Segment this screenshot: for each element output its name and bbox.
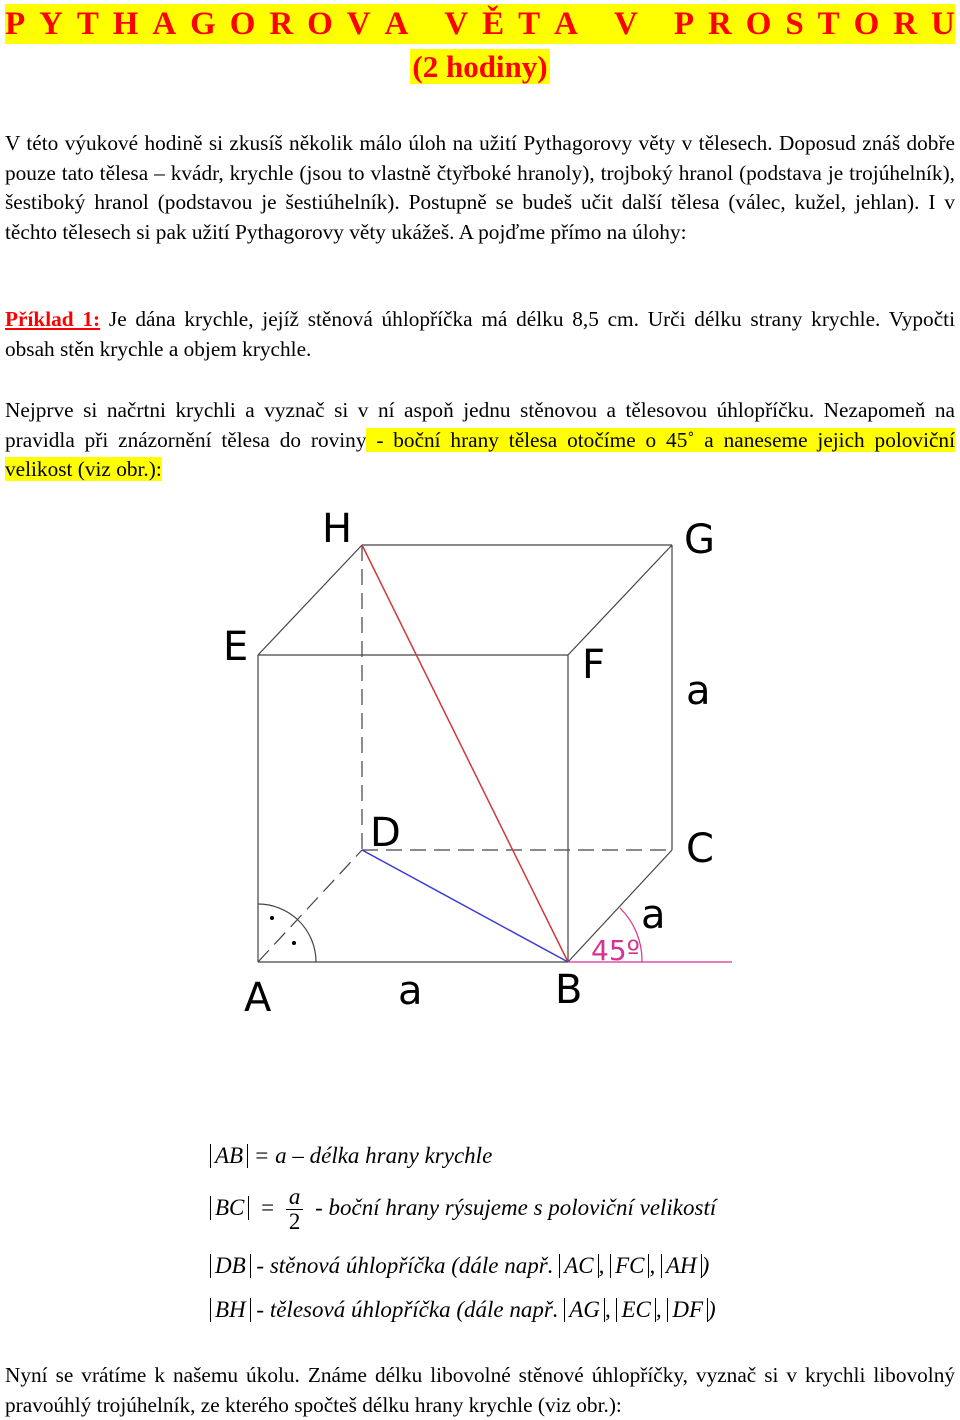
body-diagonal-bh bbox=[362, 545, 568, 962]
abs-ec: EC bbox=[616, 1298, 655, 1322]
abs-fc: FC bbox=[610, 1254, 649, 1278]
angle-45-label: 45º bbox=[591, 934, 640, 967]
title-letter: H bbox=[112, 6, 139, 42]
title-letter: T bbox=[817, 6, 840, 42]
example-text: Je dána krychle, jejíž stěnová úhlopříčka má délku 8,5 cm. Urči délku strany krychle. Vypočti obsah stěn krychle a objem krychle. bbox=[5, 307, 955, 361]
intro-paragraph bbox=[5, 129, 955, 247]
abs-df: DF bbox=[667, 1298, 708, 1322]
angle-dot-1 bbox=[270, 916, 274, 920]
page-subtitle: (2 hodiny) bbox=[412, 49, 548, 84]
title-letter: O bbox=[229, 6, 256, 42]
right-angle-arc bbox=[258, 904, 298, 920]
edge-fg bbox=[568, 545, 672, 655]
vertex-label-a: A bbox=[244, 975, 272, 1021]
title-letter: P bbox=[673, 6, 695, 42]
title-letter: O bbox=[307, 6, 333, 42]
example-label: Příklad 1: bbox=[5, 307, 101, 331]
edge-label-fc: a bbox=[686, 668, 711, 714]
title-letter: R bbox=[708, 6, 732, 42]
angle-dot-2 bbox=[292, 941, 296, 945]
abs-bh: BH bbox=[210, 1298, 251, 1322]
title-letter bbox=[652, 4, 660, 44]
abs-ac: AC bbox=[559, 1254, 598, 1278]
formula-4-close: ) bbox=[708, 1297, 716, 1322]
title-letter bbox=[592, 4, 600, 44]
vertex-label-h: H bbox=[322, 506, 353, 552]
title-letter: A bbox=[384, 6, 409, 42]
title-letter: Ě bbox=[482, 6, 505, 42]
title-letter: O bbox=[853, 6, 880, 42]
intro-text: V této výukové hodině si zkusíš několik málo úloh na užití Pythagorovy věty v tělesech. Doposud znáš dobře pouze tato tělesa – kvádr, krychle (jsou to vlastně čtyřboké hranoly), trojboký hranol (podstava je trojúhelník), šestiboký hranol (podstavou je šestiúhelník). Postupně se budeš učit další tělesa (válec, kužel, jehlan). I v těchto tělesech si pak užití Pythagorovy věty ukážeš. A pojďme přímo na úlohy: bbox=[5, 131, 955, 244]
face-diagonal-db bbox=[362, 850, 568, 962]
example-1 bbox=[5, 305, 955, 364]
title-letter: Y bbox=[39, 6, 63, 42]
title-letter bbox=[422, 4, 430, 44]
title-letter: U bbox=[930, 6, 955, 42]
title-letter: P bbox=[5, 6, 26, 42]
abs-ag: AG bbox=[564, 1298, 605, 1322]
formula-2-eq: = bbox=[261, 1194, 275, 1220]
title-letter: R bbox=[893, 6, 918, 42]
formula-4: BH - tělesová úhlopříčka (dále např. AG , EC , DF ) bbox=[210, 1297, 716, 1323]
title-letter: O bbox=[745, 6, 772, 42]
formula-4-text: - tělesová úhlopříčka (dále např. bbox=[256, 1297, 559, 1322]
abs-ah: AH bbox=[661, 1254, 702, 1278]
page-title bbox=[5, 4, 955, 44]
title-letter: G bbox=[190, 6, 216, 42]
instructions-highlight: - boční hrany tělesa otočíme o 45˚ a naneseme jejich poloviční velikost (viz obr.): bbox=[5, 427, 955, 481]
edge-eh bbox=[258, 545, 362, 655]
vertex-label-f: F bbox=[582, 642, 606, 688]
vertex-label-g: G bbox=[684, 517, 715, 563]
instructions-paragraph bbox=[5, 396, 955, 485]
formula-3: DB - stěnová úhlopříčka (dále např. AC , FC , AH ) bbox=[210, 1253, 709, 1279]
fraction-denominator: 2 bbox=[288, 1209, 301, 1234]
title-letter: V bbox=[444, 6, 469, 42]
abs-db: DB bbox=[210, 1254, 251, 1278]
edge-label-ab: a bbox=[398, 968, 423, 1014]
title-letter: R bbox=[269, 6, 294, 42]
title-letter: A bbox=[152, 6, 177, 42]
vertex-label-e: E bbox=[223, 624, 249, 670]
formula-1-text: = a – délka hrany krychle bbox=[253, 1143, 493, 1168]
formula-3-close: ) bbox=[701, 1253, 710, 1278]
title-block bbox=[5, 4, 955, 86]
closing-paragraph bbox=[5, 1361, 955, 1420]
formula-3-text: - stěnová úhlopříčka (dále např. bbox=[256, 1253, 554, 1278]
title-letter: S bbox=[785, 6, 804, 42]
formula-2 bbox=[210, 1185, 716, 1234]
fraction-numerator: a bbox=[286, 1185, 304, 1210]
title-letter: T bbox=[76, 6, 99, 42]
instructions-text: Nejprve si načrtni krychli a vyznač si v ní aspoň jednu stěnovou a tělesovou úhlopříčku. Nezapomeň na pravidla při znázornění tělesa do roviny bbox=[5, 398, 955, 452]
title-letter: A bbox=[554, 6, 578, 42]
vertex-label-c: C bbox=[686, 826, 714, 872]
title-letter: V bbox=[613, 6, 638, 42]
formula-2-text: - boční hrany rýsujeme s poloviční velikostí bbox=[315, 1194, 717, 1220]
abs-ab: AB bbox=[210, 1144, 248, 1168]
title-letter: T bbox=[518, 6, 541, 42]
closing-text: Nyní se vrátíme k našemu úkolu. Známe délku libovolné stěnové úhlopříčky, vyznač si v krychli libovolný pravoúhlý trojúhelník, ze kterého spočteš délku hrany krychle (viz obr.): bbox=[5, 1363, 955, 1417]
cube-figure bbox=[0, 490, 960, 1030]
formula-1 bbox=[210, 1143, 492, 1169]
edge-label-bc: a bbox=[641, 892, 666, 938]
title-letter: V bbox=[346, 6, 371, 42]
vertex-label-b: B bbox=[555, 967, 583, 1013]
abs-bc: BC bbox=[210, 1196, 249, 1220]
angle-arc-a bbox=[298, 920, 316, 962]
vertex-label-d: D bbox=[370, 810, 401, 856]
fraction bbox=[286, 1185, 304, 1234]
